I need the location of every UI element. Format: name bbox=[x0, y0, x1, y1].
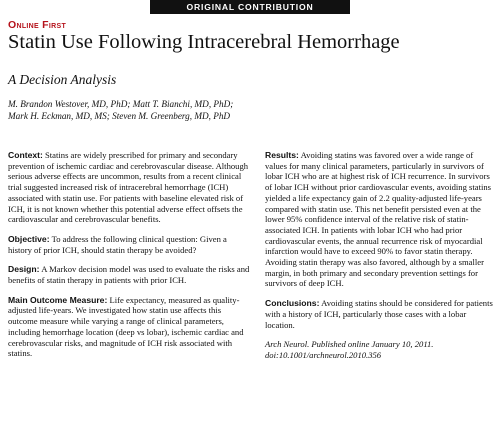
article-subtitle: A Decision Analysis bbox=[8, 72, 117, 87]
header-bar bbox=[0, 0, 500, 14]
section-banner: ORIGINAL CONTRIBUTION bbox=[150, 0, 350, 14]
section-label: Context: bbox=[8, 150, 43, 160]
section-label: Objective: bbox=[8, 233, 50, 244]
abstract-context bbox=[8, 150, 252, 225]
section-text: To address the following clinical question: Given a history of prior ICH, should statin therapy be avoided? bbox=[8, 233, 227, 255]
section-label: Main Outcome Measure: bbox=[8, 294, 108, 305]
section-text: A Markov decision model was used to evaluate the risks and benefits of statin therapy in patients with prior ICH. bbox=[8, 264, 250, 286]
abstract-design bbox=[8, 264, 252, 285]
section-text: Avoiding statins was favored over a wide range of values for many clinical parameters, particularly in survivors of lobar ICH who are at highest risk of ICH recurrence. In survivors of lobar ICH without prior cardiovascular events, avoiding statins yielded a life expectancy gain of 2.2 quality-adjusted life-years compared with statin use. This net benefit persisted even at the lower 95% confidence interval of the relative risk of statin-associated ICH. In patients with lobar ICH who had prior cardiovascular events, the annual recurrence risk of myocardial infarction would have to exceed 90% to favor statin therapy. Avoiding statin therapy was also favored, although by a smaller margin, in both primary and secondary prevention settings for survivors of deep ICH. bbox=[265, 150, 492, 289]
author-line: Mark H. Eckman, MD, MS; Steven M. Greenberg, MD, PhD bbox=[8, 111, 231, 121]
section-label: Design: bbox=[8, 264, 40, 275]
abstract-objective bbox=[8, 234, 252, 255]
author-list bbox=[8, 98, 308, 122]
section-label: Results: bbox=[265, 150, 299, 160]
article-title: Statin Use Following Intracerebral Hemorrhage bbox=[8, 31, 400, 53]
abstract-left-column bbox=[8, 150, 252, 368]
section-text: Statins are widely prescribed for primary and secondary prevention of ischemic cardiac and cerebrovascular disease. Although serious adverse effects are uncommon, results from a recent clinical trial suggested increased risk of intracerebral hemorrhage (ICH) associated with statin use. For patients with baseline elevated risk of ICH, it is not known whether this potential adverse effect offsets the cardiovascular and cerebrovascular benefits. bbox=[8, 150, 249, 225]
abstract-right-column bbox=[265, 150, 495, 361]
section-text: Avoiding statins should be considered for patients with a history of ICH, particularly those cases with a lobar location. bbox=[265, 298, 493, 330]
section-label: Conclusions: bbox=[265, 298, 320, 309]
abstract-results bbox=[265, 150, 495, 289]
abstract-conclusions bbox=[265, 298, 495, 330]
section-text: Life expectancy, measured as quality-adjusted life-years. We investigated how statin use affects this outcome measure while varying a range of clinical parameters, including hemorrhage location (deep vs lobar), ischemic cardiac and cerebrovascular risks, and magnitude of ICH risk associated with statins. bbox=[8, 294, 244, 359]
citation-line: Arch Neurol. Published online January 10, 2011. bbox=[265, 339, 434, 350]
doi-line: doi:10.1001/archneurol.2010.356 bbox=[265, 349, 382, 360]
author-line: M. Brandon Westover, MD, PhD; Matt T. Bianchi, MD, PhD; bbox=[8, 99, 234, 109]
abstract-main-outcome bbox=[8, 295, 252, 359]
kicker-label: Online First bbox=[8, 19, 67, 31]
citation-block bbox=[265, 339, 495, 360]
